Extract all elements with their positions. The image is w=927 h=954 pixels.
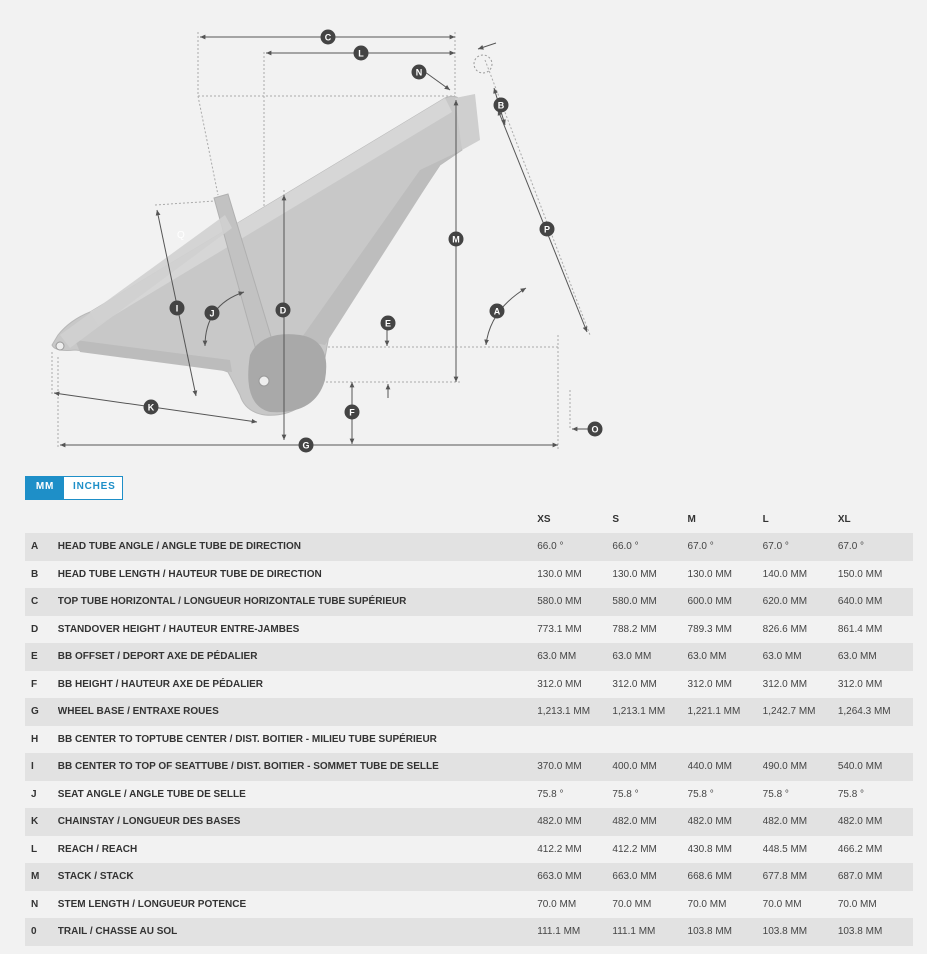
- row-code: J: [25, 781, 58, 809]
- row-value-xs: 482.0 MM: [537, 808, 612, 836]
- row-value-m: 67.0 °: [688, 533, 763, 561]
- table-row: [25, 588, 913, 616]
- table-row: [25, 836, 913, 864]
- row-label: CHAINSTAY / LONGUEUR DES BASES: [58, 808, 537, 836]
- row-value-m: 789.3 MM: [688, 616, 763, 644]
- svg-text:L: L: [358, 48, 364, 59]
- row-value-s: 412.2 MM: [612, 836, 687, 864]
- badge-p: [540, 222, 555, 237]
- badge-o: [588, 422, 603, 437]
- row-value-m: 430.8 MM: [688, 836, 763, 864]
- size-header-s: S: [612, 513, 620, 525]
- row-value-s: 663.0 MM: [612, 863, 687, 891]
- row-label: BB HEIGHT / HAUTEUR AXE DE PÉDALIER: [58, 671, 537, 699]
- size-header-xs: XS: [537, 513, 551, 525]
- row-value-s: [612, 726, 687, 754]
- row-value-xs: 312.0 MM: [537, 671, 612, 699]
- table-row: [25, 918, 913, 946]
- row-label: STANDOVER HEIGHT / HAUTEUR ENTRE-JAMBES: [58, 616, 537, 644]
- svg-text:O: O: [591, 424, 599, 435]
- row-value-xl: 103.8 MM: [838, 918, 913, 946]
- row-value-xl: 482.0 MM: [838, 808, 913, 836]
- badge-j: [205, 306, 220, 321]
- row-value-s: 482.0 MM: [612, 808, 687, 836]
- svg-text:G: G: [302, 440, 310, 451]
- table-row: [25, 726, 913, 754]
- row-label: STEM LENGTH / LONGUEUR POTENCE: [58, 891, 537, 919]
- badge-l: [354, 46, 369, 61]
- row-value-s: 130.0 MM: [612, 561, 687, 589]
- row-value-xl: 640.0 MM: [838, 588, 913, 616]
- row-value-xl: 861.4 MM: [838, 616, 913, 644]
- row-value-m: 63.0 MM: [688, 643, 763, 671]
- svg-text:K: K: [147, 402, 155, 413]
- svg-text:P: P: [543, 224, 551, 235]
- row-label: TRAIL / CHASSE AU SOL: [58, 918, 537, 946]
- row-label: TOP TUBE HORIZONTAL / LONGUEUR HORIZONTALE TUBE SUPÉRIEUR: [58, 588, 537, 616]
- row-value-s: 580.0 MM: [612, 588, 687, 616]
- svg-text:Q: Q: [177, 230, 185, 241]
- row-value-l: 1,242.7 MM: [763, 698, 838, 726]
- row-value-m: 482.0 MM: [688, 808, 763, 836]
- row-value-l: 312.0 MM: [763, 671, 838, 699]
- row-label: HEAD TUBE LENGTH / HAUTEUR TUBE DE DIRECTION: [58, 561, 537, 589]
- badge-g: [299, 438, 314, 453]
- row-code: D: [25, 616, 58, 644]
- row-value-m: 75.8 °: [688, 781, 763, 809]
- row-value-xl: 63.0 MM: [838, 643, 913, 671]
- svg-text:M: M: [452, 234, 460, 245]
- row-label: HEAD TUBE ANGLE / ANGLE TUBE DE DIRECTION: [58, 533, 537, 561]
- row-code: C: [25, 588, 58, 616]
- table-row: [25, 863, 913, 891]
- row-value-l: 826.6 MM: [763, 616, 838, 644]
- svg-text:J: J: [209, 308, 215, 319]
- badge-f: [345, 405, 360, 420]
- row-value-m: 70.0 MM: [688, 891, 763, 919]
- row-code: H: [25, 726, 58, 754]
- row-value-xs: [537, 726, 612, 754]
- row-value-xl: 150.0 MM: [838, 561, 913, 589]
- row-value-xs: 66.0 °: [537, 533, 612, 561]
- row-code: A: [25, 533, 58, 561]
- row-value-xs: 75.8 °: [537, 781, 612, 809]
- row-value-l: [763, 726, 838, 754]
- table-row: [25, 698, 913, 726]
- badge-b: [494, 98, 509, 113]
- row-value-m: 600.0 MM: [688, 588, 763, 616]
- row-label: REACH / REACH: [58, 836, 537, 864]
- row-value-l: 140.0 MM: [763, 561, 838, 589]
- badge-d: [276, 303, 291, 318]
- row-code: M: [25, 863, 58, 891]
- table-row: [25, 643, 913, 671]
- table-row: [25, 561, 913, 589]
- table-row: [25, 616, 913, 644]
- row-value-m: [688, 726, 763, 754]
- row-value-xl: 687.0 MM: [838, 863, 913, 891]
- row-value-l: 448.5 MM: [763, 836, 838, 864]
- table-row: [25, 808, 913, 836]
- size-header-m: M: [687, 513, 696, 525]
- row-code: K: [25, 808, 58, 836]
- row-label: SEAT ANGLE / ANGLE TUBE DE SELLE: [58, 781, 537, 809]
- row-value-l: 63.0 MM: [763, 643, 838, 671]
- badge-i: [170, 301, 185, 316]
- size-header-xl: XL: [837, 513, 851, 525]
- row-code: L: [25, 836, 58, 864]
- row-value-xl: 466.2 MM: [838, 836, 913, 864]
- table-header-row: [25, 505, 913, 533]
- row-value-xs: 412.2 MM: [537, 836, 612, 864]
- row-value-s: 75.8 °: [612, 781, 687, 809]
- row-value-xl: 75.8 °: [838, 781, 913, 809]
- row-label: BB CENTER TO TOP OF SEATTUBE / DIST. BOITIER - SOMMET TUBE DE SELLE: [58, 753, 537, 781]
- geometry-table: [25, 505, 913, 946]
- row-value-l: 482.0 MM: [763, 808, 838, 836]
- row-value-l: 75.8 °: [763, 781, 838, 809]
- row-value-m: 440.0 MM: [688, 753, 763, 781]
- unit-inches-button[interactable]: INCHES: [73, 481, 116, 492]
- table-row: [25, 753, 913, 781]
- row-value-s: 63.0 MM: [612, 643, 687, 671]
- row-value-m: 668.6 MM: [688, 863, 763, 891]
- unit-toggle: [25, 476, 123, 500]
- unit-mm-button[interactable]: MM: [26, 477, 64, 499]
- row-value-xl: 312.0 MM: [838, 671, 913, 699]
- row-value-l: 677.8 MM: [763, 863, 838, 891]
- row-value-xs: 580.0 MM: [537, 588, 612, 616]
- badge-k: [144, 400, 159, 415]
- row-value-s: 400.0 MM: [612, 753, 687, 781]
- svg-text:D: D: [279, 305, 287, 316]
- badge-n: [412, 65, 427, 80]
- row-value-s: 111.1 MM: [612, 918, 687, 946]
- row-code: F: [25, 671, 58, 699]
- row-value-xs: 1,213.1 MM: [537, 698, 612, 726]
- row-value-xs: 773.1 MM: [537, 616, 612, 644]
- row-value-m: 312.0 MM: [688, 671, 763, 699]
- svg-text:F: F: [349, 407, 355, 418]
- frame-geometry-diagram: [0, 0, 927, 470]
- row-label: WHEEL BASE / ENTRAXE ROUES: [58, 698, 537, 726]
- row-value-s: 788.2 MM: [612, 616, 687, 644]
- bike-frame: [52, 94, 480, 415]
- row-value-l: 490.0 MM: [763, 753, 838, 781]
- row-label: BB CENTER TO TOPTUBE CENTER / DIST. BOITIER - MILIEU TUBE SUPÉRIEUR: [58, 726, 537, 754]
- badge-c: [321, 30, 336, 45]
- row-value-l: 70.0 MM: [763, 891, 838, 919]
- row-value-l: 103.8 MM: [763, 918, 838, 946]
- row-code: E: [25, 643, 58, 671]
- row-value-s: 1,213.1 MM: [612, 698, 687, 726]
- row-value-xl: [838, 726, 913, 754]
- svg-text:E: E: [384, 318, 392, 329]
- row-value-l: 67.0 °: [763, 533, 838, 561]
- row-code: G: [25, 698, 58, 726]
- row-label: STACK / STACK: [58, 863, 537, 891]
- svg-text:A: A: [493, 306, 501, 317]
- row-value-m: 1,221.1 MM: [688, 698, 763, 726]
- row-value-xs: 111.1 MM: [537, 918, 612, 946]
- badge-e: [381, 316, 396, 331]
- row-value-xs: 63.0 MM: [537, 643, 612, 671]
- row-value-s: 70.0 MM: [612, 891, 687, 919]
- table-row: [25, 533, 913, 561]
- svg-text:N: N: [415, 67, 423, 78]
- badge-m: [449, 232, 464, 247]
- row-value-xs: 130.0 MM: [537, 561, 612, 589]
- row-value-xs: 663.0 MM: [537, 863, 612, 891]
- row-code: N: [25, 891, 58, 919]
- row-code: 0: [25, 918, 58, 946]
- svg-text:I: I: [175, 303, 179, 314]
- row-code: I: [25, 753, 58, 781]
- table-row: [25, 781, 913, 809]
- row-value-xl: 1,264.3 MM: [838, 698, 913, 726]
- table-row: [25, 891, 913, 919]
- row-code: B: [25, 561, 58, 589]
- row-value-s: 66.0 °: [612, 533, 687, 561]
- row-value-xs: 370.0 MM: [537, 753, 612, 781]
- size-header-l: L: [762, 513, 769, 525]
- row-value-m: 103.8 MM: [688, 918, 763, 946]
- row-value-m: 130.0 MM: [688, 561, 763, 589]
- badge-a: [490, 304, 505, 319]
- row-value-s: 312.0 MM: [612, 671, 687, 699]
- svg-text:B: B: [497, 100, 505, 111]
- row-value-xl: 540.0 MM: [838, 753, 913, 781]
- row-value-xl: 67.0 °: [838, 533, 913, 561]
- row-value-xl: 70.0 MM: [838, 891, 913, 919]
- row-label: BB OFFSET / DEPORT AXE DE PÉDALIER: [58, 643, 537, 671]
- table-row: [25, 671, 913, 699]
- row-value-xs: 70.0 MM: [537, 891, 612, 919]
- row-value-l: 620.0 MM: [763, 588, 838, 616]
- svg-text:C: C: [324, 32, 332, 43]
